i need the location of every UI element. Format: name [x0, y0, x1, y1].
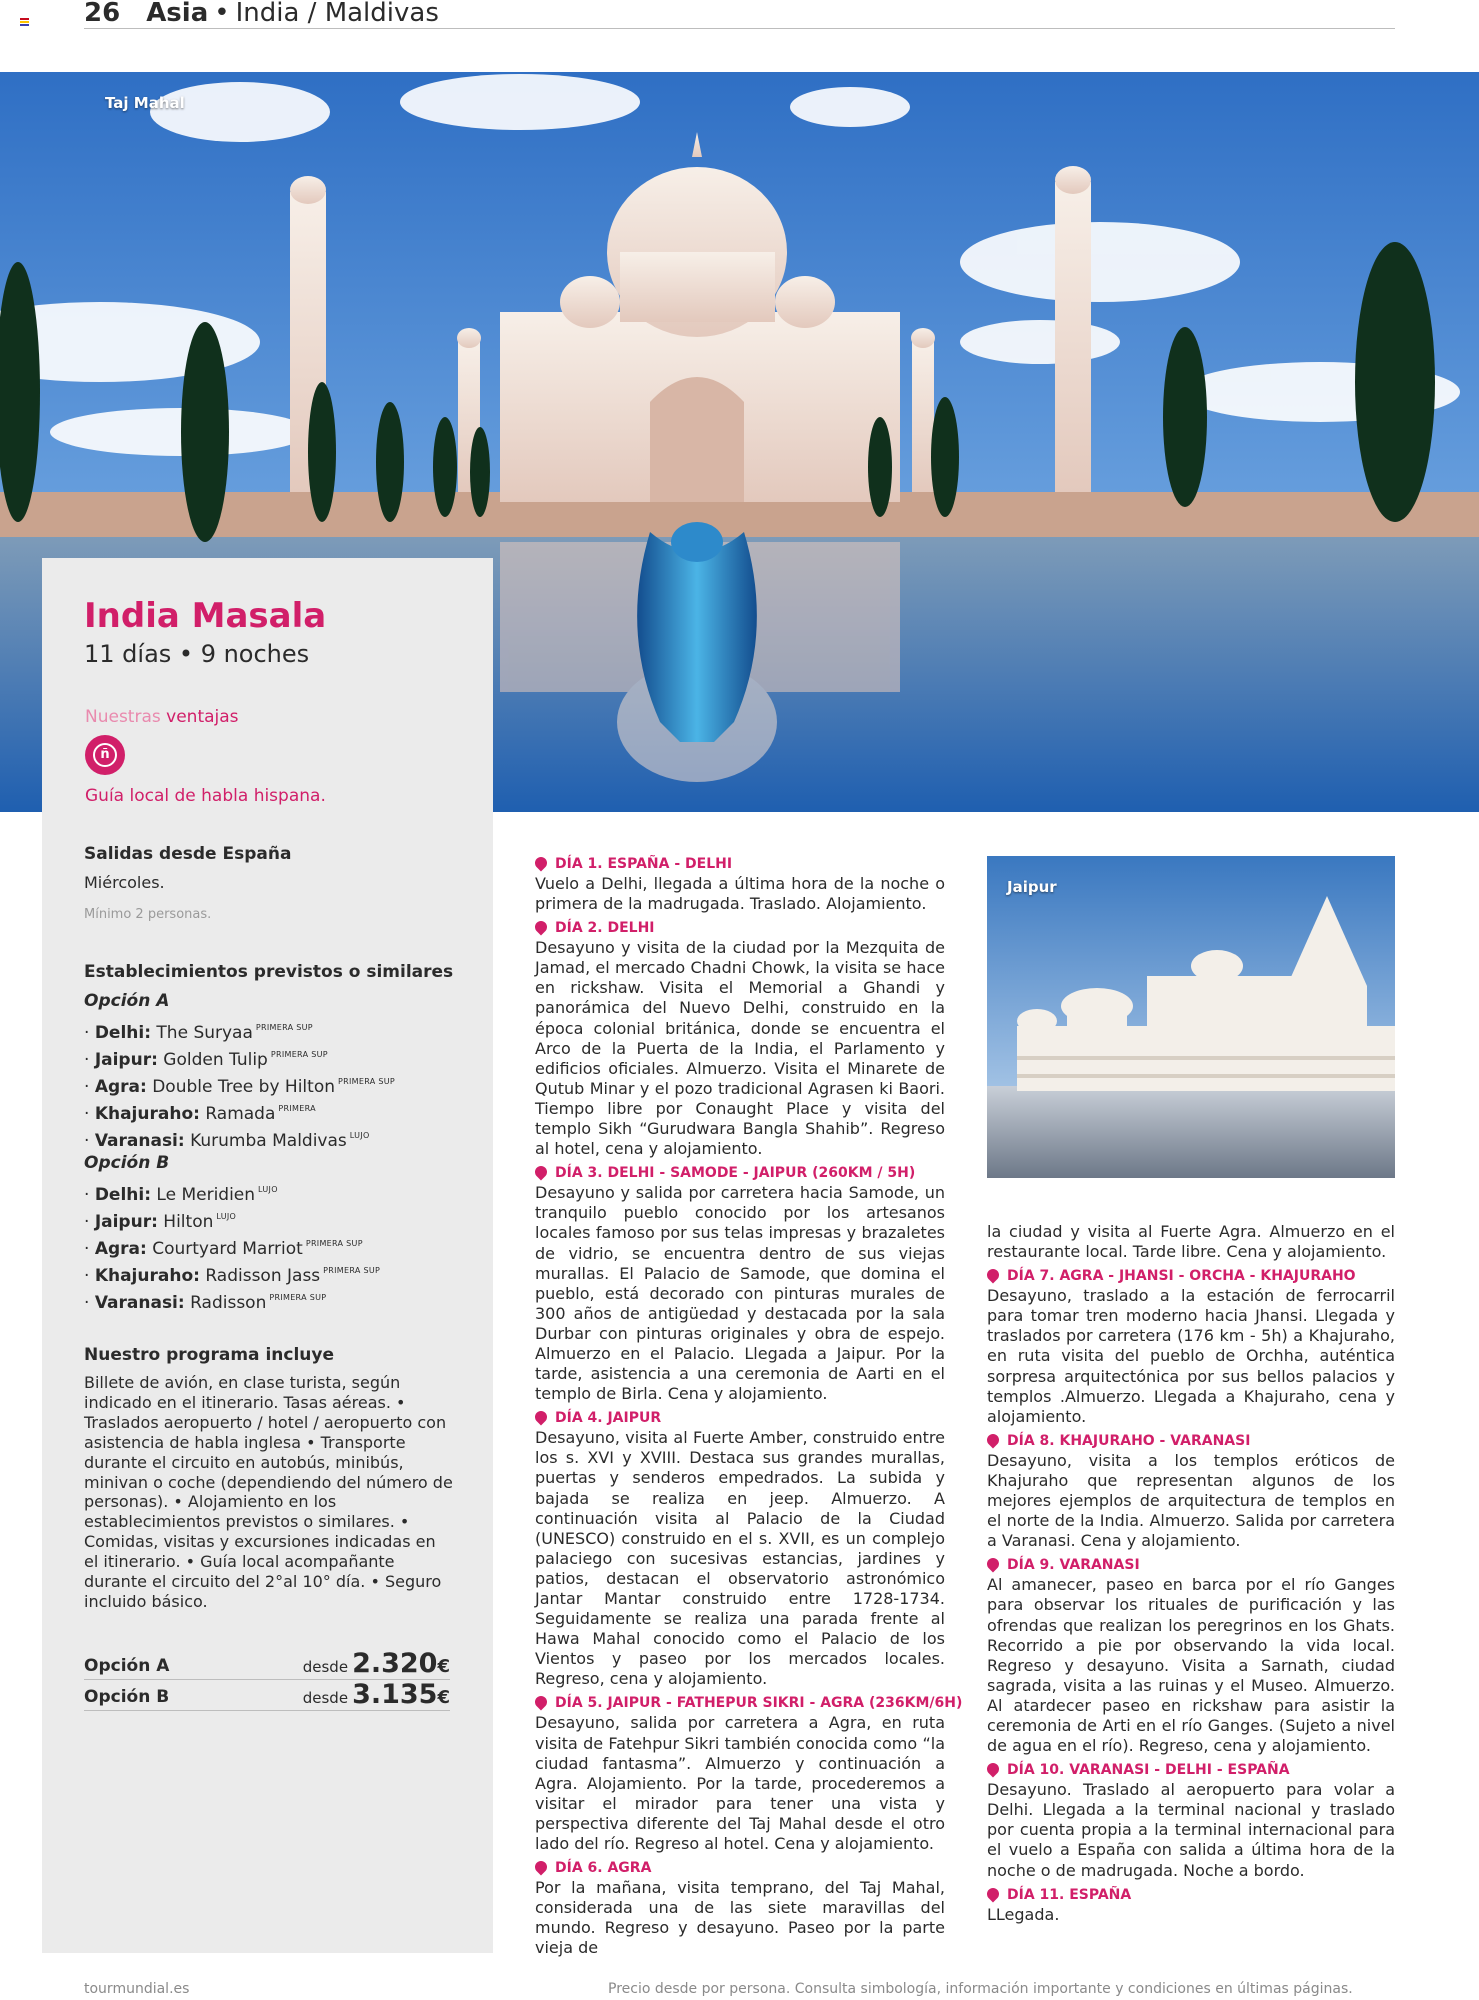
includes-text: Billete de avión, en clase turista, según indicado en el itinerario. Tasas aéreas. • Traslados aeropuerto / hotel / aeropuerto con asistencia de habla inglesa • Transporte durante el circuito en autobús, minibús, minivan o coche (dependiendo del número de personas). • Alojamiento en los establecimientos previstos o similares. • Comidas, visitas y excursiones indicadas en el itinerario. • Guía local acompañante durante el circuito del 2°al 10° día. • Seguro incluido básico. [84, 1373, 453, 1611]
hotel-item: · Agra: Courtyard Marriot $^{PRIMERA SUP}$ [84, 1239, 363, 1259]
ventajas-heading: Nuestras ventajas [85, 707, 239, 727]
day-title: DÍA 1. ESPAÑA - DELHI [535, 854, 945, 874]
day-text: Desayuno, traslado a la estación de ferrocarril para tomar tren moderno hacia Jhansi. Llegada y traslados por carretera (176 km - 5h) a Khajuraho, en ruta visita del pueblo de Orchha, auténtica sorpresa arquitectónica por sus bellos palacios y templos .Almuerzo. Llegada a Khajuraho, cena y alojamiento. [987, 1286, 1395, 1426]
day-text: Desayuno y salida por carretera hacia Samode, un tranquilo pueblo conocido por los artesanos locales famoso por sus telas impresas y brazaletes de vidrio, se encuentra dentro de sus viejas murallas. El Palacio de Samode, que domina el pueblo, está decorado con pinturas murales de 300 años de antigüedad y destacada por la sala Durbar con pinturas originales y obra de espejo. Almuerzo en el Palacio. Llegada a Jaipur. Por la tarde, asistencia a una ceremonia de Aarti en el templo de Birla. Cena y alojamiento. [535, 1183, 945, 1404]
day-text: LLegada. [987, 1904, 1060, 1924]
day-title: DÍA 6. AGRA [535, 1858, 945, 1878]
hotels-heading: Establecimientos previstos o similares [84, 962, 454, 982]
day-title: DÍA 3. DELHI - SAMODE - JAIPUR (260KM / 5H) [535, 1163, 945, 1183]
page-header: 26 Asia • India / Maldivas [84, 0, 439, 28]
pin-icon [533, 855, 550, 872]
region-name: Asia [146, 0, 209, 28]
day-text-continued: la ciudad y visita al Fuerte Agra. Almuerzo en el restaurante local. Tarde libre. Cena y alojamiento. [987, 1222, 1395, 1262]
hotel-item: · Jaipur: Hilton $^{LUJO}$ [84, 1212, 237, 1232]
day-title: DÍA 4. JAIPUR [535, 1408, 945, 1428]
day-text: Desayuno, visita al Fuerte Amber, construido entre los s. XVI y XVIII. Destaca sus grandes murallas, puertas y senderos empedrados. La subida y bajada se realiza en jeep. Almuerzo. A continuación visita al Palacio de la Ciudad (UNESCO) construido en el s. XVII, es un complejo palaciego con sucesivas estancias, jardines y patios, destacan el observatorio astronómico Jantar Mantar construido entre 1728-1734. Seguidamente se realiza una parada frente al Hawa Mahal conocido como el Palacio de los Vientos y paseo por los mercados locales. Regreso, cena y alojamiento. [535, 1428, 945, 1689]
pin-icon [533, 1164, 550, 1181]
price-value: 3.135 [352, 1679, 438, 1710]
spain-flag-icon [20, 18, 29, 25]
day-text: Desayuno, visita a los templos eróticos de Khajuraho que representan algunos de los mejores ejemplos de arquitectura de templos en el norte de la India. Almuerzo. Salida por carretera a Varanasi. Cena y alojamiento. [987, 1450, 1395, 1551]
pin-icon [985, 1556, 1002, 1573]
ventajas-text: Guía local de habla hispana. [85, 786, 326, 806]
pin-icon [985, 1761, 1002, 1778]
pin-icon [985, 1267, 1002, 1284]
salidas-note: Mínimo 2 personas. [84, 907, 212, 922]
pin-icon [533, 1694, 550, 1711]
price-row-option-b: Opción B desde 3.135€ [84, 1679, 450, 1710]
pin-icon [533, 919, 550, 936]
pin-icon [985, 1431, 1002, 1448]
pin-icon [985, 1885, 1002, 1902]
page-number: 26 [84, 0, 121, 28]
day-title: DÍA 8. KHAJURAHO - VARANASI [987, 1431, 1395, 1451]
day-title: DÍA 10. VARANASI - DELHI - ESPAÑA [987, 1760, 1395, 1780]
itinerary-column-2 [987, 1222, 1395, 1929]
day-title: DÍA 7. AGRA - JHANSI - ORCHA - KHAJURAHO [987, 1266, 1395, 1286]
hotel-item: · Khajuraho: Ramada $^{PRIMERA}$ [84, 1104, 316, 1124]
pin-icon [533, 1859, 550, 1876]
day-title: DÍA 5. JAIPUR - FATHEPUR SIKRI - AGRA (236KM/6H) [535, 1693, 945, 1713]
day-text: Desayuno y visita de la ciudad por la Mezquita de Jamad, el mercado Chadni Chowk, la visita se hace en rickshaw. Visita el Memorial a Ghandi y panorámica del Nuevo Delhi, construido en la época colonial británica, donde se encuentra el Arco de la Puerta de la India, el Parlamento y edificios oficiales. Almuerzo. Visita el Minarete de Qutub Minar y el pozo tradicional Agrasen ki Baori. Tiempo libre por Conaught Place y visita del templo Sikh “Gurudwara Bangla Shahib”. Regreso al hotel, cena y alojamiento. [535, 938, 945, 1159]
hotel-item: · Agra: Double Tree by Hilton $^{PRIMERA SUP}$ [84, 1077, 396, 1097]
price-row-option-a: Opción A desde 2.320€ [84, 1648, 450, 1679]
day-text: Desayuno, salida por carretera a Agra, en ruta visita de Fatehpur Sikri también conocida como “la ciudad fantasma”. Almuerzo y continuación a Agra. Alojamiento. Por la tarde, procederemos a visitar el mirador para tener una vista y perspectiva diferente del Taj Mahal desde el otro lado del río. Regreso al hotel. Cena y alojamiento. [535, 1713, 945, 1854]
jaipur-image [987, 856, 1395, 1178]
salidas-day: Miércoles. [84, 873, 165, 892]
day-title: DÍA 9. VARANASI [987, 1555, 1395, 1575]
day-title: DÍA 2. DELHI [535, 918, 945, 938]
subregion-name: India / Maldivas [235, 0, 439, 28]
includes-heading: Nuestro programa incluye [84, 1345, 334, 1365]
hotel-item: · Varanasi: Radisson $^{PRIMERA SUP}$ [84, 1293, 327, 1313]
hotel-item: · Varanasi: Kurumba Maldivas $^{LUJO}$ [84, 1131, 370, 1151]
day-text: Desayuno. Traslado al aeropuerto para volar a Delhi. Llegada a la terminal nacional y traslado por cuenta propia a la terminal internacional para el vuelo a España con salida a última hora de la noche o de madrugada. Noche a bordo. [987, 1780, 1395, 1880]
hero-caption: Taj Mahal [105, 94, 185, 112]
day-text: Al amanecer, paseo en barca por el río Ganges para observar los rituales de purificación y las ofrendas que realizan los peregrinos en los Ghats. Recorrido a pie por observando la vida local. Regreso y desayuno. Visita a Sarnath, ciudad sagrada, visita a las ruinas y el Museo. Almuerzo. Al atardecer paseo en rickshaw para asistir la ceremonia de Arti en el río Ganges. (Sujeto a nivel de agua en el río). Regreso, cena y alojamiento. [987, 1575, 1395, 1756]
hotel-item: · Delhi: Le Meridien $^{LUJO}$ [84, 1185, 278, 1205]
spanish-guide-icon: ñ [85, 735, 125, 775]
hotel-item: · Khajuraho: Radisson Jass $^{PRIMERA SUP}$ [84, 1266, 381, 1286]
hotel-item: · Jaipur: Golden Tulip $^{PRIMERA SUP}$ [84, 1050, 328, 1070]
jaipur-caption: Jaipur [1007, 878, 1057, 896]
tour-duration: 11 días • 9 noches [84, 640, 310, 668]
day-text: Vuelo a Delhi, llegada a última hora de la noche o primera de la madrugada. Traslado. Alojamiento. [535, 874, 945, 914]
option-a-label: Opción A [84, 991, 170, 1011]
footer-website[interactable]: tourmundial.es [84, 1981, 190, 1997]
day-text: Por la mañana, visita temprano, del Taj Mahal, considerada una de las siete maravillas del mundo. Regreso y desayuno. Paseo por la parte vieja de [535, 1878, 945, 1958]
footer-note: Precio desde por persona. Consulta simbología, información importante y condiciones en últimas páginas. [608, 1981, 1353, 1997]
hotel-item: · Delhi: The Suryaa $^{PRIMERA SUP}$ [84, 1023, 313, 1043]
price-value: 2.320 [352, 1648, 438, 1679]
tour-title: India Masala [84, 596, 327, 636]
header-divider [84, 28, 1395, 29]
itinerary-column-1 [535, 854, 963, 1963]
day-title: DÍA 11. ESPAÑA [987, 1885, 1395, 1905]
pin-icon [533, 1409, 550, 1426]
salidas-heading: Salidas desde España [84, 844, 292, 864]
option-b-label: Opción B [84, 1153, 170, 1173]
